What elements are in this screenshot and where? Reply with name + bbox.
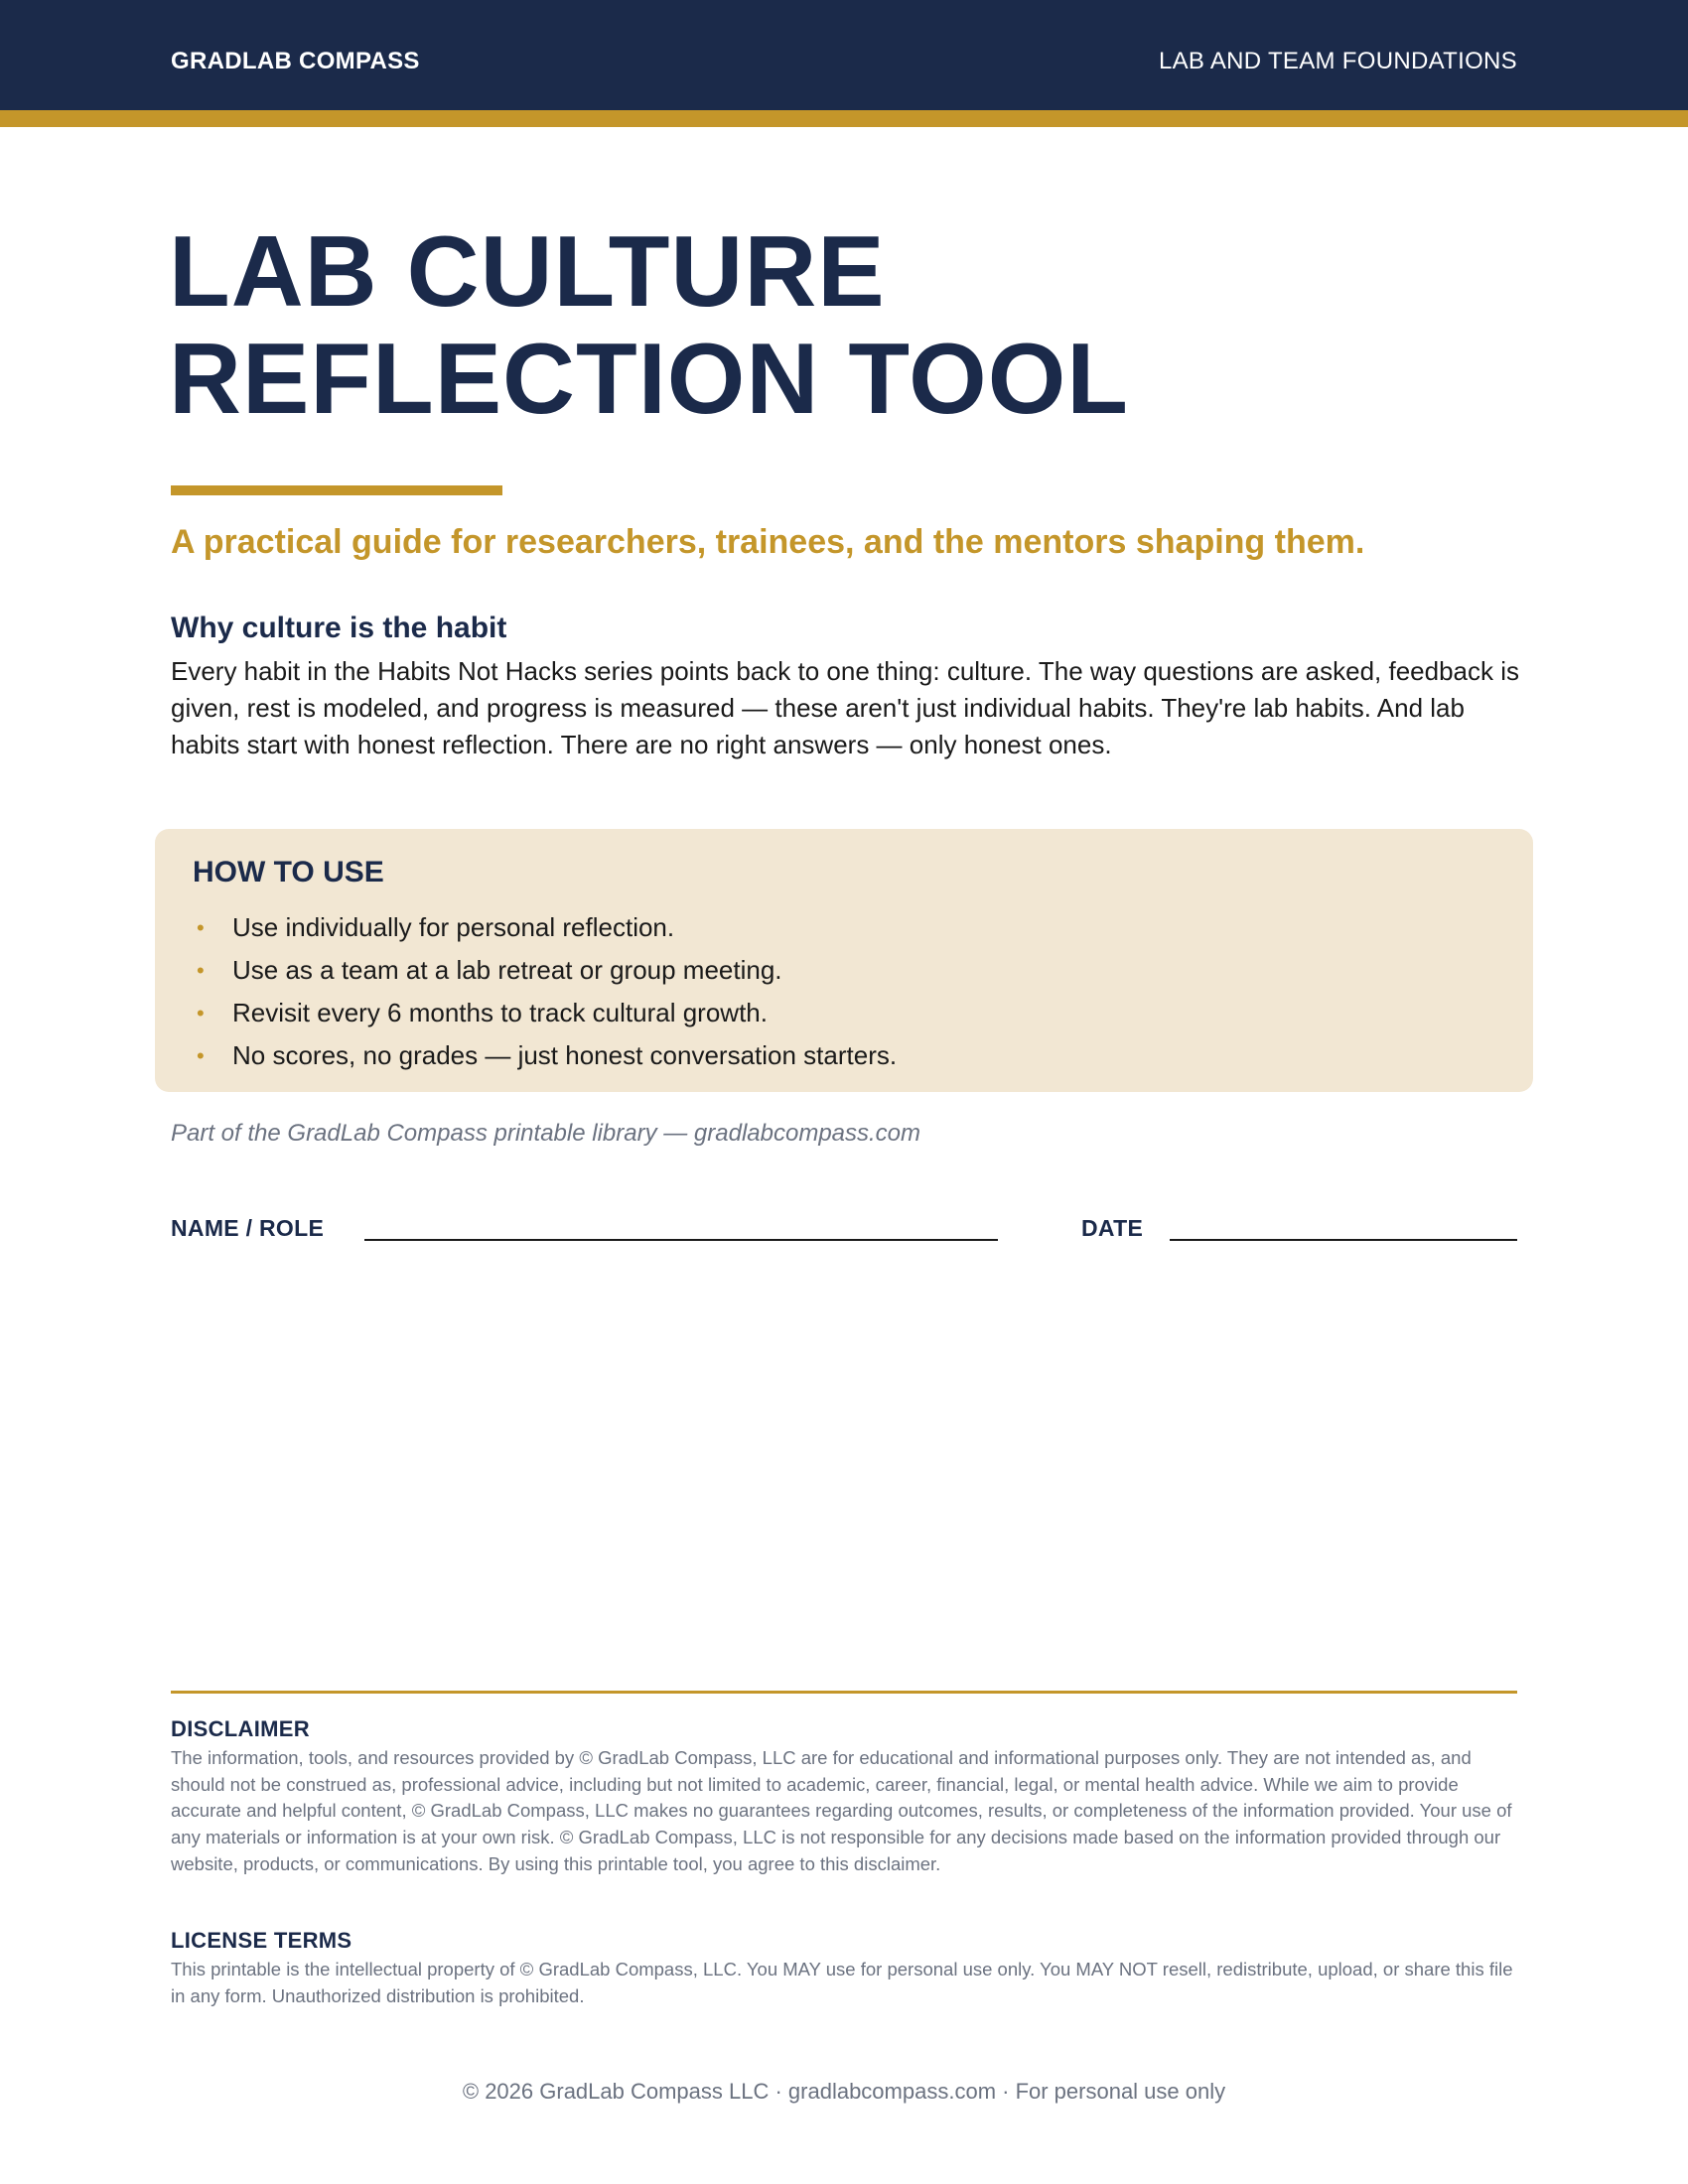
list-item-text: Use as a team at a lab retreat or group meeting. [232, 955, 782, 985]
footer-divider [171, 1691, 1517, 1694]
list-item [195, 906, 897, 949]
brand-name: GRADLAB COMPASS [171, 48, 420, 74]
header-accent-stripe [0, 110, 1688, 127]
how-to-use-list [195, 906, 897, 1077]
name-role-label: NAME / ROLE [171, 1215, 325, 1241]
list-item [195, 949, 897, 992]
subtitle: A practical guide for researchers, trainees, and the mentors shaping them. [171, 523, 1365, 561]
license-heading: LICENSE TERMS [171, 1928, 352, 1953]
how-to-use-heading: HOW TO USE [193, 856, 384, 888]
page-title-line-1: LAB CULTURE [169, 216, 886, 328]
disclaimer-body: The information, tools, and resources provided by © GradLab Compass, LLC are for educational and informational purposes only. They are not intended as, and should not be construed as, professional advice, including but not limited to academic, career, financial, legal, or mental health advice. While we aim to provide accurate and helpful content, © GradLab Compass, LLC makes no guarantees regarding outcomes, results, or completeness of the information provided. Your use of any materials or information is at your own risk. © GradLab Compass, LLC is not responsible for any decisions made based on the information provided through our website, products, or communications. By using this printable tool, you agree to this disclaimer. [171, 1747, 1512, 1874]
list-item-text: Revisit every 6 months to track cultural growth. [232, 998, 768, 1027]
date-line[interactable] [1170, 1239, 1517, 1241]
list-item [195, 992, 897, 1034]
bullet-icon: • [197, 1001, 205, 1025]
bullet-icon: • [197, 1043, 205, 1068]
section-label: LAB AND TEAM FOUNDATIONS [1158, 48, 1517, 74]
page-title [169, 218, 1519, 433]
page-title-line-2: REFLECTION TOOL [169, 324, 1130, 435]
bullet-icon: • [197, 915, 205, 940]
list-item-text: Use individually for personal reflection. [232, 912, 675, 942]
why-heading: Why culture is the habit [171, 612, 507, 644]
list-item [195, 1034, 897, 1077]
bullet-icon: • [197, 958, 205, 983]
license-body: This printable is the intellectual property of © GradLab Compass, LLC. You MAY use for personal use only. You MAY NOT resell, redistribute, upload, or share this file in any form. Unauthorized distribution is prohibited. [171, 1959, 1513, 2006]
date-label: DATE [1081, 1215, 1144, 1241]
list-item-text: No scores, no grades — just honest conversation starters. [232, 1040, 898, 1070]
copyright-footer: © 2026 GradLab Compass LLC · gradlabcompass.com · For personal use only [462, 2079, 1226, 2104]
title-underline [171, 485, 502, 495]
library-note: Part of the GradLab Compass printable library — gradlabcompass.com [171, 1120, 921, 1147]
disclaimer-heading: DISCLAIMER [171, 1716, 310, 1741]
how-to-use-box [155, 829, 1533, 1092]
name-role-line[interactable] [364, 1239, 998, 1241]
why-body: Every habit in the Habits Not Hacks series points back to one thing: culture. The way questions are asked, feedback is given, rest is modeled, and progress is measured — these aren't just individual habits. They're lab habits. And lab habits start with honest reflection. There are no right answers — only honest ones. [171, 656, 1520, 759]
